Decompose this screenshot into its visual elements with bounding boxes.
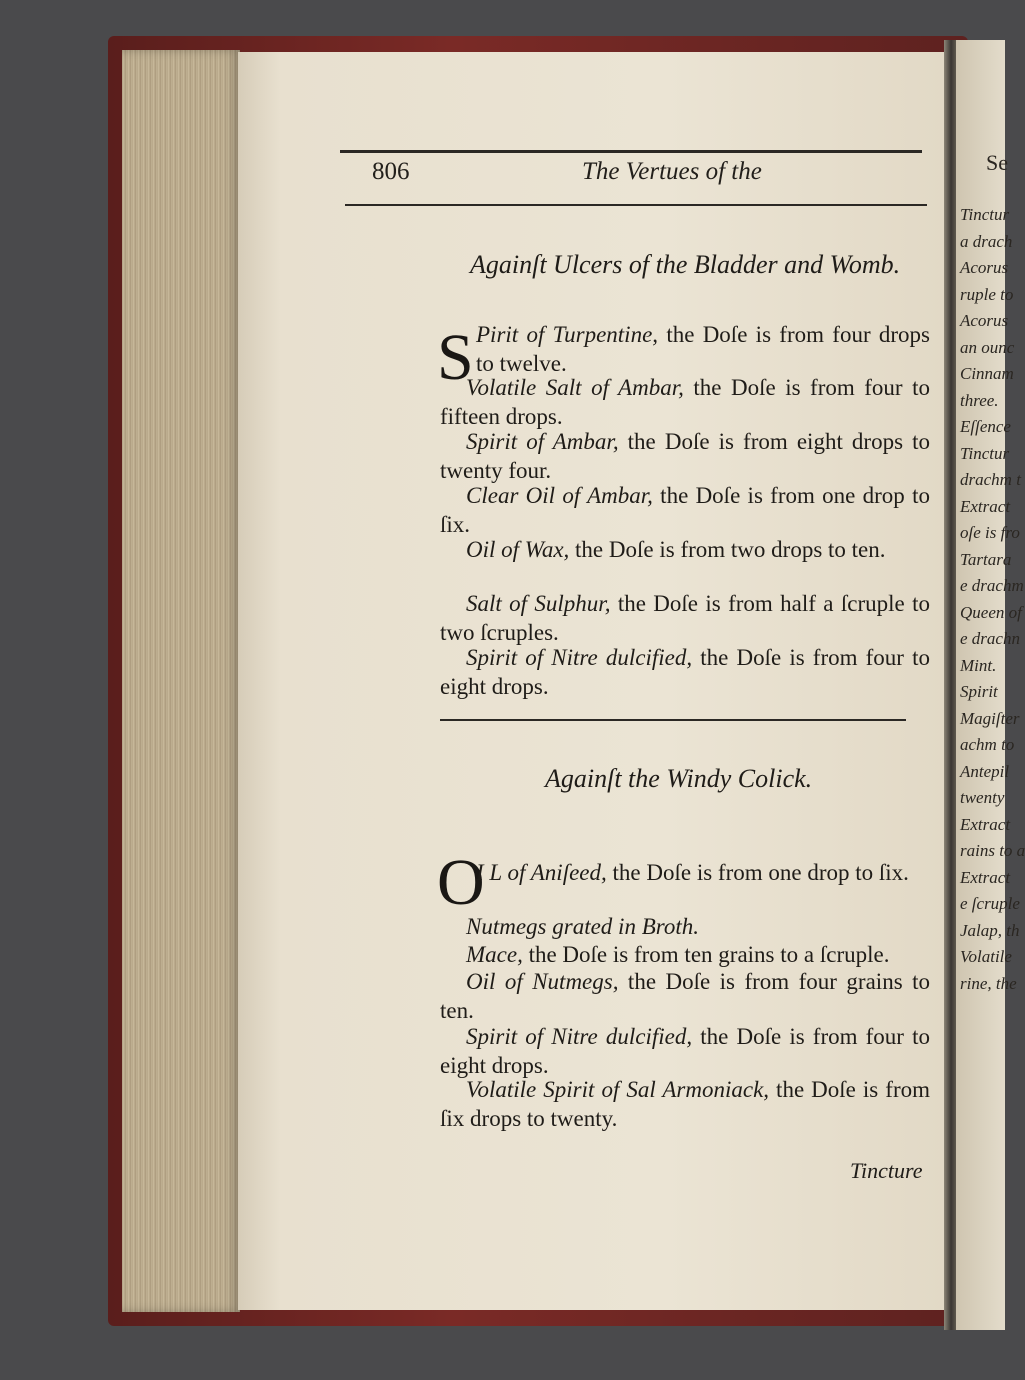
entry — [440, 320, 930, 378]
right-page-text-fragment: e drachn — [960, 629, 1020, 648]
right-page-text-fragment: Queen of — [960, 602, 1022, 622]
entry-name: Oil of Nutmegs, — [466, 969, 619, 994]
entry-name: Nutmegs grated in Broth. — [466, 914, 699, 939]
right-page-text-fragment: ruple to — [960, 284, 1014, 304]
entry-name: Spirit of Nitre dulcified, — [466, 1024, 693, 1049]
entry-dose: the Doſe is from one drop to ſix. — [440, 483, 930, 537]
entry-dose: the Doſe is from four to eight drops. — [440, 1024, 930, 1078]
entry-dose: the Doſe is from eight drops to twenty four. — [440, 429, 930, 483]
right-page-text-fragment: Tinctur — [960, 205, 1010, 224]
right-page-text-fragment: Volatile — [960, 947, 1012, 966]
entry-dose: the Doſe is from ſix drops to twenty. — [440, 1077, 930, 1131]
entry-dose: the Doſe is from four grains to ten. — [440, 969, 930, 1023]
section-heading-ulcers: Againſt Ulcers of the Bladder and Womb. — [470, 250, 901, 279]
entry-name: Oil of Wax, — [466, 537, 570, 562]
right-page-text-fragment: achm to — [960, 735, 1015, 754]
right-page-text-fragment: Acorus — [960, 311, 1009, 330]
right-page-text-fragment: Jalap, th — [960, 920, 1020, 940]
page-number: 806 — [372, 158, 410, 185]
right-page-fragment — [956, 40, 1025, 1330]
entry-dose: the Doſe is from ten grains to a ſcruple. — [522, 942, 890, 967]
right-page-text-fragment: Extract — [960, 814, 1011, 834]
entry — [440, 427, 930, 485]
entry-name: Pirit of Turpentine, — [476, 322, 659, 347]
entry — [440, 1075, 930, 1133]
page-edges — [122, 50, 240, 1312]
entry — [440, 535, 930, 564]
right-page-text-fragment: e ſcruple — [960, 894, 1020, 913]
entry-name: Mace, — [466, 942, 523, 967]
entry — [440, 1022, 930, 1080]
catchword: Tincture — [850, 1158, 923, 1183]
header-rule-top — [340, 150, 922, 153]
right-page-text-fragment: e drachm — [960, 576, 1024, 595]
right-page-text-fragment: Mint. — [960, 655, 997, 675]
right-page-text-fragment: an ounc — [960, 337, 1015, 357]
right-page-text-fragment: three. — [960, 390, 999, 410]
right-page-text-fragment: Extract — [960, 496, 1011, 516]
entry-name: Salt of Sulphur, — [466, 591, 611, 616]
entry-dose: the Doſe is from four to fifteen drops. — [440, 375, 930, 429]
dropcap-o: O — [437, 846, 485, 919]
entry-dose: the Doſe is from four drops to twelve. — [476, 322, 930, 376]
right-page-text-fragment: Cinnam — [960, 364, 1014, 383]
header-rule-bottom — [345, 204, 927, 206]
entry-dose: the Doſe is from one drop to ſix. — [606, 860, 909, 885]
running-title: The Vertues of the — [582, 158, 762, 185]
entry — [440, 940, 930, 969]
right-page-text-fragment: Antepil — [960, 761, 1010, 781]
right-page-text-fragment: Acorus — [960, 258, 1009, 277]
entry-name: Volatile Salt of Ambar, — [466, 375, 684, 400]
right-page-text-fragment: Tinctur — [960, 443, 1010, 463]
entry-dose: the Doſe is from two drops to ten. — [569, 537, 886, 562]
right-page-text-fragment: Tartara — [960, 549, 1012, 569]
entry-name: Spirit of Nitre dulcified, — [466, 645, 693, 670]
right-page-text-fragment: drachm t — [960, 470, 1021, 489]
right-page-text-fragment: Se — [986, 150, 1008, 175]
entry — [440, 481, 930, 539]
right-page-text-fragment: a drach — [960, 231, 1013, 251]
right-page-text-fragment: twenty — [960, 788, 1005, 807]
right-page-text-fragment: Magiſter — [960, 708, 1020, 728]
entry — [440, 589, 930, 647]
entry-name: Spirit of Ambar, — [466, 429, 619, 454]
entry — [440, 967, 930, 1025]
right-page-text-fragment: rains to a — [960, 841, 1025, 860]
entry-name: I L of Aniſeed, — [476, 860, 607, 885]
dropcap-s: S — [437, 321, 474, 394]
entry-name: Volatile Spirit of Sal Armoniack, — [466, 1077, 770, 1102]
section-divider — [440, 719, 906, 721]
right-page-text-fragment: rine, the — [960, 973, 1017, 993]
right-page-text-fragment: oſe is fro — [960, 523, 1020, 542]
section-heading-colick: Againſt the Windy Colick. — [545, 764, 813, 793]
entry-dose: the Doſe is from four to eight drops. — [440, 645, 930, 699]
entry-name: Clear Oil of Ambar, — [466, 483, 653, 508]
entry — [440, 858, 930, 887]
entry-dose: the Doſe is from half a ſcruple to two ſcruples. — [440, 591, 930, 645]
entry — [440, 912, 930, 941]
right-page-text-fragment: Extract — [960, 867, 1011, 887]
entry — [440, 643, 930, 701]
right-page-text-fragment: Eſſence — [960, 417, 1011, 436]
entry — [440, 373, 930, 431]
right-page-text-fragment: Spirit — [960, 682, 998, 701]
